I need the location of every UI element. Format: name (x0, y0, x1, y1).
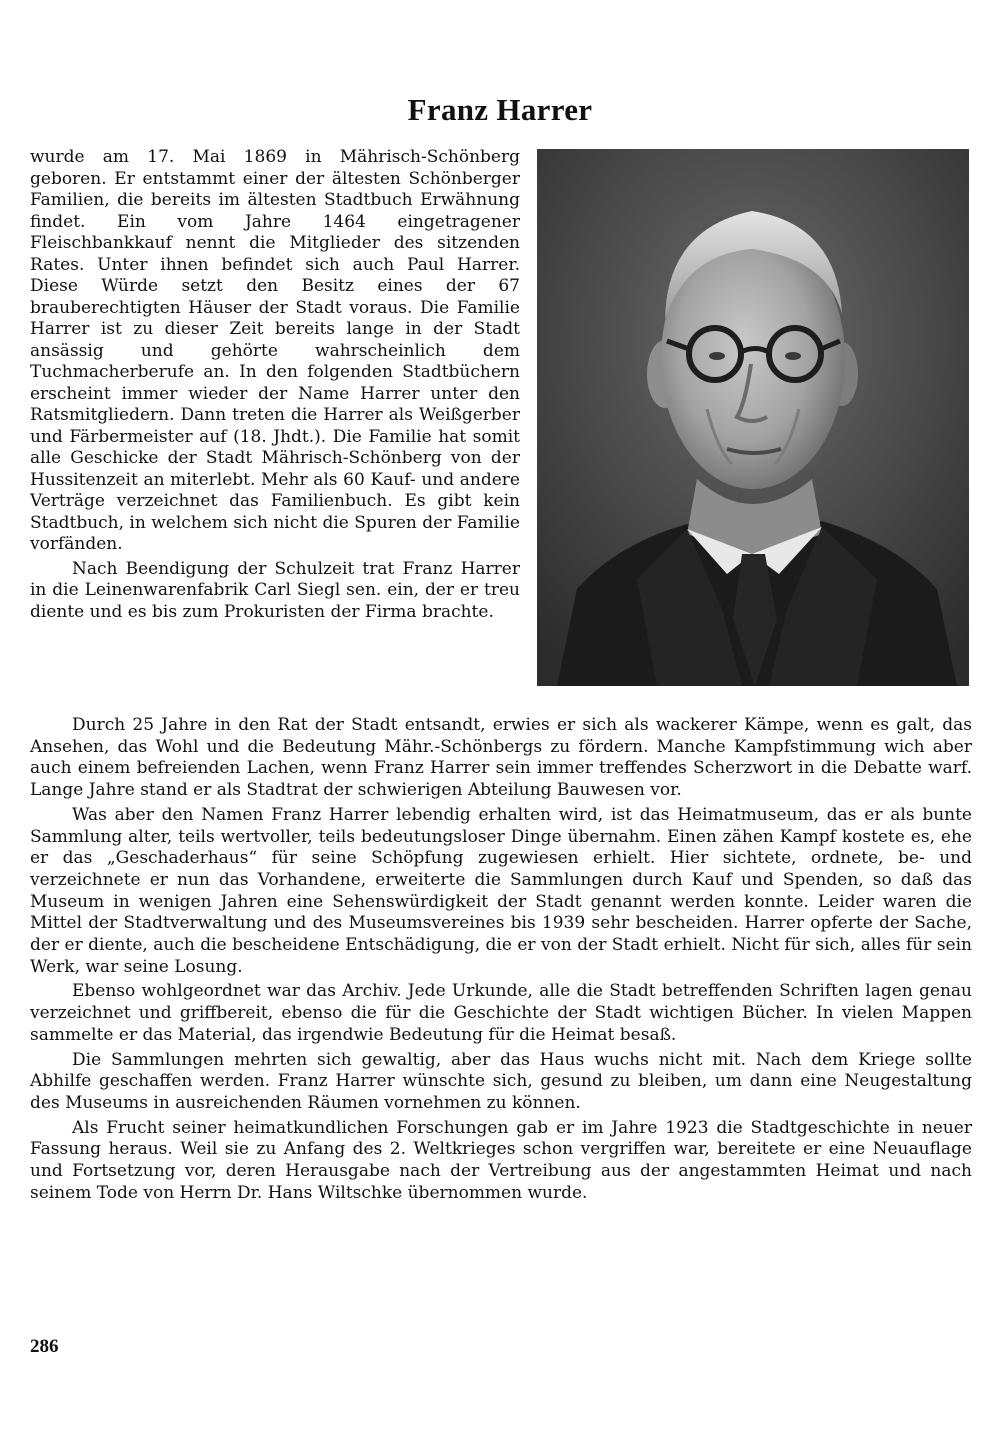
body-text (30, 715, 972, 1204)
page-title: Franz Harrer (407, 92, 593, 127)
intro-column (30, 147, 520, 623)
page-number: 286 (30, 1336, 59, 1357)
paragraph-career: Nach Beendigung der Schulzeit trat Franz Harrer in die Leinenwarenfabrik Carl Siegl sen. ein, der er treu diente und es bis zum Prokuristen der Firma brachte. (30, 558, 520, 622)
paragraph-collections: Die Sammlungen mehrten sich gewaltig, aber das Haus wuchs nicht mit. Nach dem Kriege sollte Abhilfe geschaffen werden. Franz Harrer wünschte sich, gesund zu bleiben, um dann eine Neugestaltung des Museums in ausreichenden Räumen vornehmen zu können. (30, 1049, 972, 1113)
paragraph-heimatmuseum: Was aber den Namen Franz Harrer lebendig erhalten wird, ist das Heimatmuseum, das er als bunte Sammlung alter, teils wertvoller, teils bedeutungsloser Dinge übernahm. Einen zähen Kampf kostete es, ehe er das „Geschaderhaus“ für seine Schöpfung zugewiesen erhielt. Hier sichtete, ordnete, be- und verzeichnete er nun das Vorhandene, erweiterte die Sammlungen durch Kauf und Spenden, so daß das Museum in wenigen Jahren eine Sehenswürdigkeit der Stadt genannt werden konnte. Leider waren die Mittel der Stadtverwaltung und des Museumsvereines bis 1939 sehr bescheiden. Harrer opferte der Sache, der er diente, auch die bescheidene Entschädigung, die er von der Stadt erhielt. Nicht für sich, alles für sein Werk, war seine Losung. (30, 804, 972, 977)
portrait-photo (537, 149, 969, 686)
paragraph-city-council: Durch 25 Jahre in den Rat der Stadt entsandt, erwies er sich als wackerer Kämpe, wenn es galt, das Ansehen, das Wohl und die Bedeutung Mähr.-Schönbergs zu fördern. Manche Kampfstimmung wich aber auch einem befreienden Lachen, wenn Franz Harrer sein immer treffendes Scherzwort in die Debatte warf. Lange Jahre stand er als Stadtrat der schwierigen Abteilung Bauwesen vor. (30, 715, 972, 801)
paragraph-city-history: Als Frucht seiner heimatkundlichen Forschungen gab er im Jahre 1923 die Stadtgeschichte in neuer Fassung heraus. Weil sie zu Anfang des 2. Weltkrieges schon vergriffen war, bereitete er eine Neuauflage und Fortsetzung vor, deren Herausgabe nach der Vertreibung aus der angestammten Heimat und nach seinem Tode von Herrn Dr. Hans Wiltschke übernommen wurde. (30, 1117, 972, 1203)
paragraph-biography-origins: wurde am 17. Mai 1869 in Mährisch-Schönberg geboren. Er entstammt einer der ältesten Schönberger Familien, die bereits im ältesten Stadtbuch Erwähnung findet. Ein vom Jahre 1464 eingetragener Fleischbankkauf nennt die Mitglieder des sitzenden Rates. Unter ihnen befindet sich auch Paul Harrer. Diese Würde setzt den Besitz eines der 67 brauberechtigten Häuser der Stadt voraus. Die Familie Harrer ist zu dieser Zeit bereits lange in der Stadt ansässig und gehörte wahrscheinlich dem Tuchmacherberufe an. In den folgenden Stadtbüchern erscheint immer wieder der Name Harrer unter den Ratsmitgliedern. Dann treten die Harrer als Weißgerber und Färbermeister auf (18. Jhdt.). Die Familie hat somit alle Geschicke der Stadt Mährisch-Schönberg von der Hussitenzeit an miterlebt. Mehr als 60 Kauf- und andere Verträge verzeichnet das Familienbuch. Es gibt kein Stadtbuch, in welchem sich nicht die Spuren der Familie vorfänden. (30, 147, 520, 554)
paragraph-archive: Ebenso wohlgeordnet war das Archiv. Jede Urkunde, alle die Stadt betreffenden Schriften lagen genau verzeichnet und griffbereit, ebenso die für die Geschichte der Stadt wichtigen Bücher. In vielen Mappen sammelte er das Material, das irgendwie Bedeutung für die Heimat besaß. (30, 981, 972, 1045)
